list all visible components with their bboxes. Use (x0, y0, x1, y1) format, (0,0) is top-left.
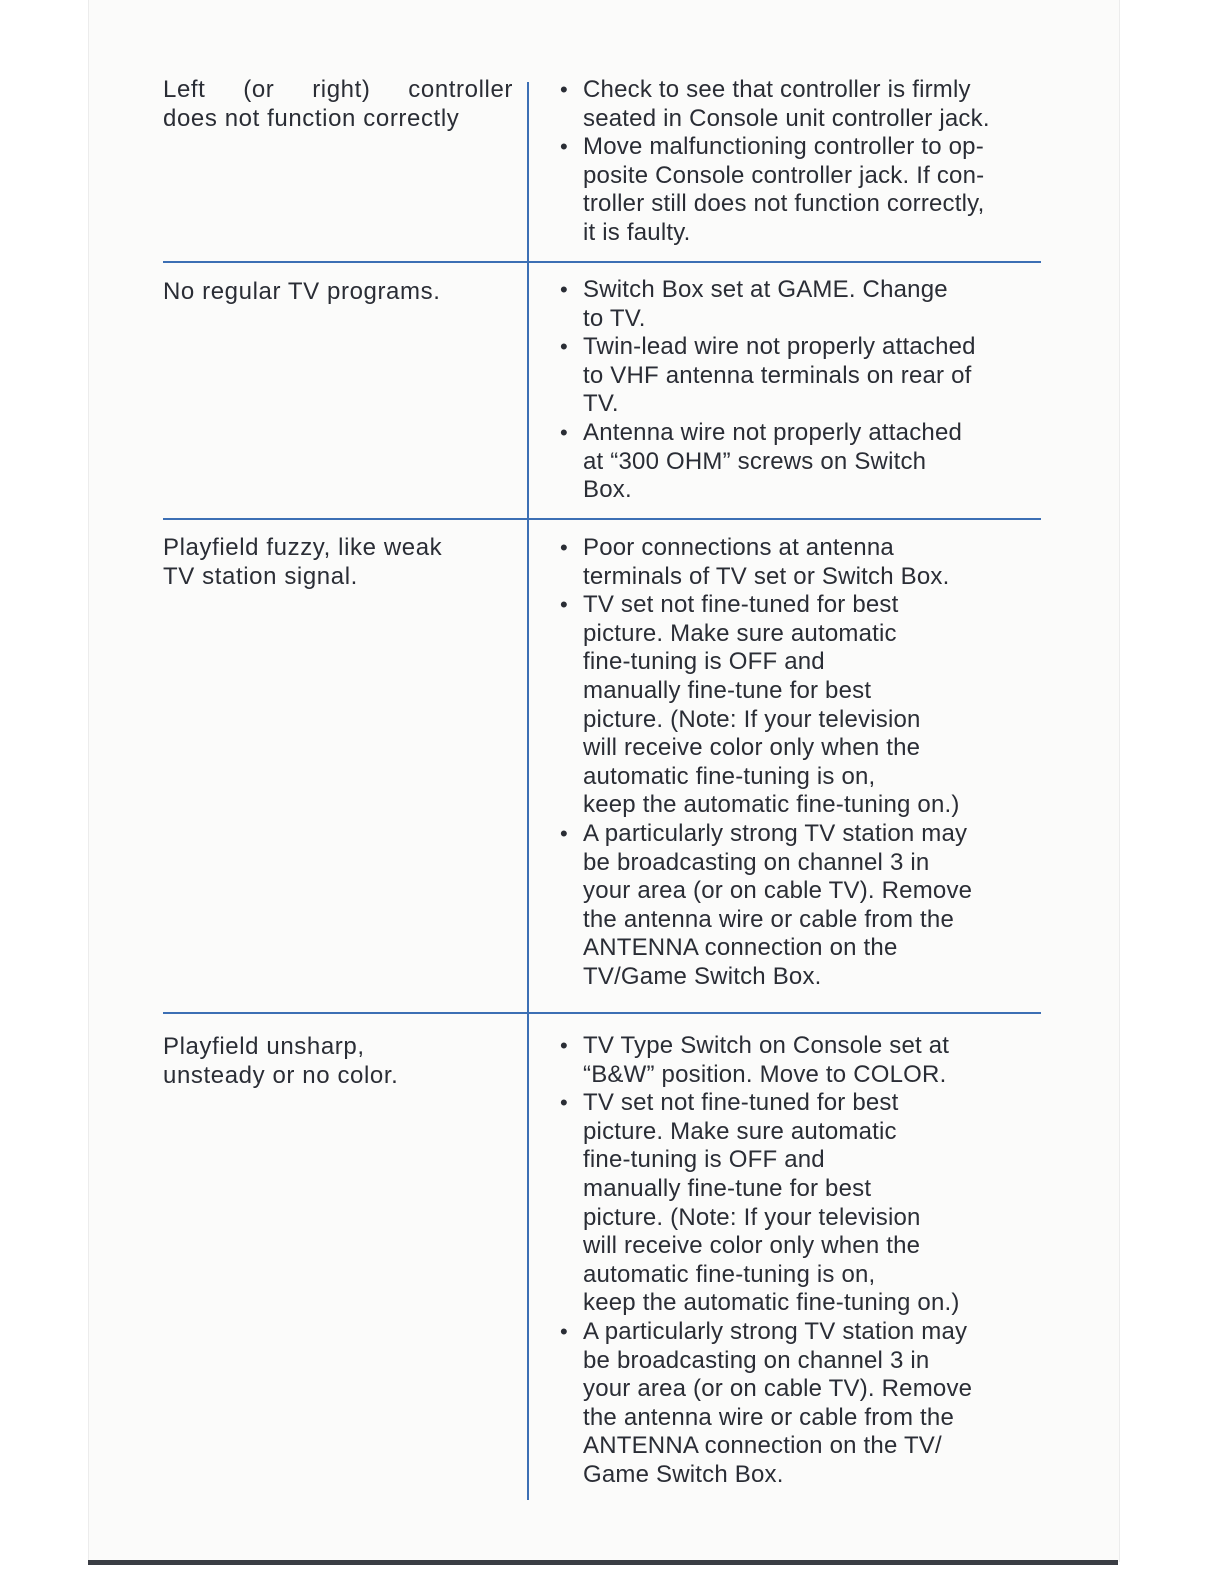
page-bottom-edge (88, 1560, 1118, 1565)
solution-text: Poor connections at antenna terminals of TV set or Switch Box. (583, 534, 950, 590)
bullet-icon: • (560, 419, 568, 445)
solution-item (558, 333, 1048, 419)
solution-text: Antenna wire not properly attached at “300 OHM” screws on Switch Box. (583, 418, 963, 504)
solution-item (558, 534, 1048, 591)
solution-item (558, 1089, 1048, 1318)
bullet-icon: • (560, 334, 568, 360)
problem-playfield-unsharp: Playfield unsharp, unsteady or no color. (163, 1033, 399, 1089)
solution-item (558, 1032, 1048, 1089)
bullet-icon: • (560, 277, 568, 302)
solution-list-playfield-fuzzy (558, 534, 1048, 992)
row-divider (163, 1012, 1041, 1014)
solution-text: TV Type Switch on Console set at “B&W” position. Move to COLOR. (583, 1032, 950, 1088)
solution-item (558, 276, 1048, 333)
bullet-icon: • (560, 592, 568, 618)
bullet-icon: • (560, 1033, 568, 1058)
problem-line: Left (or right) controller (163, 76, 513, 103)
row-divider (163, 518, 1041, 520)
row-divider (163, 261, 1041, 263)
solution-text: TV set not fine-tuned for best picture. Make sure automatic fine-tuning is OFF and manually fine-tune for best picture. (Note: If your television will receive color only when the automatic fine-tuning is on, keep the automatic fine-tuning on.) (583, 591, 960, 819)
solution-text: A particularly strong TV station may be broadcasting on channel 3 in your area (or on cable TV). Remove the antenna wire or cable from the ANTENNA connection on the TV/ Game Switch Box. (583, 1317, 973, 1488)
bullet-icon: • (560, 1318, 568, 1344)
bullet-icon: • (560, 77, 568, 102)
problem-no-tv-programs: No regular TV programs. (163, 278, 441, 305)
solution-text: Check to see that controller is firmly seated in Console unit controller jack. (583, 76, 990, 132)
solution-item (558, 133, 1048, 247)
solution-list-no-tv-programs (558, 276, 1048, 505)
problem-line: does not function correctly (163, 104, 460, 132)
solution-list-controller (558, 76, 1048, 248)
solution-item (558, 1318, 1048, 1490)
solution-item (558, 76, 1048, 133)
bullet-icon: • (560, 1090, 568, 1116)
problem-playfield-fuzzy: Playfield fuzzy, like weak TV station signal. (163, 534, 443, 590)
solution-item (558, 419, 1048, 505)
bullet-icon: • (560, 134, 568, 160)
solution-text: A particularly strong TV station may be broadcasting on channel 3 in your area (or on cable TV). Remove the antenna wire or cable from the ANTENNA connection on the TV/Game Switch Box. (583, 819, 973, 990)
solution-item (558, 820, 1048, 992)
solution-text: Move malfunctioning controller to op- posite Console controller jack. If con- troller still does not function correctly, it is faulty. (583, 133, 985, 246)
problem-controller (163, 76, 513, 133)
bullet-icon: • (560, 820, 568, 846)
bullet-icon: • (560, 535, 568, 560)
solution-text: TV set not fine-tuned for best picture. Make sure automatic fine-tuning is OFF and manually fine-tune for best picture. (Note: If your television will receive color only when the automatic fine-tuning is on, keep the automatic fine-tuning on.) (583, 1089, 960, 1317)
solution-text: Switch Box set at GAME. Change to TV. (583, 276, 948, 332)
solution-item (558, 591, 1048, 820)
solution-list-playfield-unsharp (558, 1032, 1048, 1490)
column-divider (527, 82, 529, 1500)
solution-text: Twin-lead wire not properly attached to VHF antenna terminals on rear of TV. (583, 333, 976, 418)
